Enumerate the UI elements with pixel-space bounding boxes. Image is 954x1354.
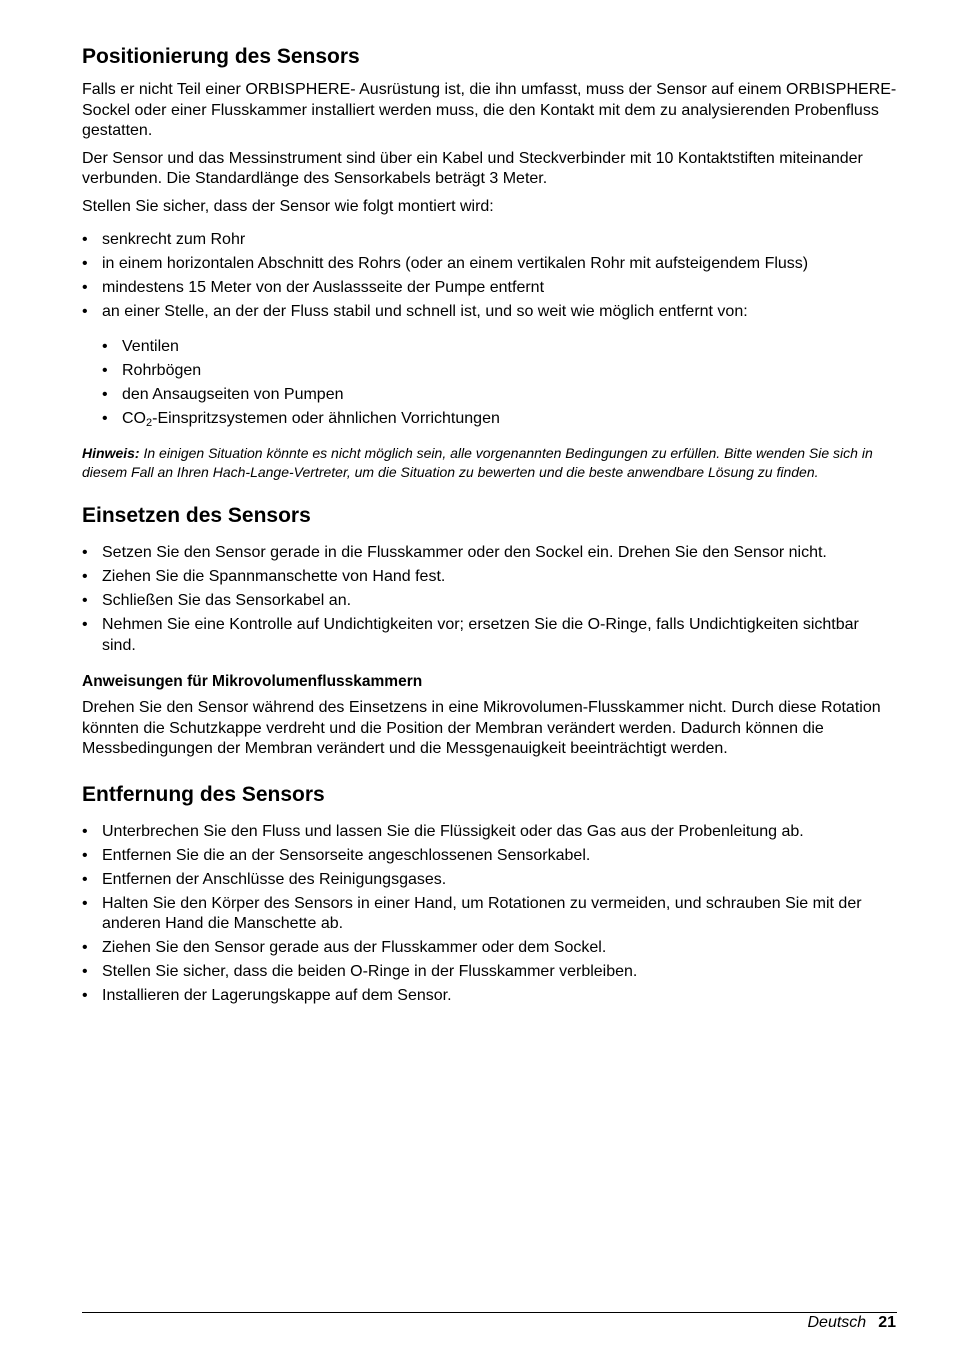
note-label: Hinweis: [82,445,140,461]
list-item: • mindestens 15 Meter von der Auslassseite der Pumpe entfernt [82,278,897,299]
list-item: • den Ansaugseiten von Pumpen [102,385,897,406]
section-title-positionierung: Positionierung des Sensors [82,45,360,68]
footer-language: Deutsch [807,1314,867,1331]
page-footer [808,1313,897,1333]
subheading-mikrovolumen: Anweisungen für Mikrovolumenflusskammern [82,673,423,690]
list-item: • senkrecht zum Rohr [82,230,897,251]
section-title-einsetzen: Einsetzen des Sensors [82,504,311,527]
list-item: • Setzen Sie den Sensor gerade in die Flusskammer oder den Sockel ein. Drehen Sie den Sensor nicht. [82,543,897,564]
list-item: • Rohrbögen [102,361,897,382]
footer-divider [82,1312,897,1313]
list-item: • an einer Stelle, an der der Fluss stabil und schnell ist, und so weit wie möglich entfernt von: [82,302,897,323]
list-item: • Ziehen Sie den Sensor gerade aus der Flusskammer oder dem Sockel. [82,938,897,959]
list-item: • Halten Sie den Körper des Sensors in einer Hand, um Rotationen zu vermeiden, und schrauben Sie mit der anderen Hand die Manschette ab. [82,894,897,935]
paragraph: Der Sensor und das Messinstrument sind über ein Kabel und Steckverbinder mit 10 Kontaktstiften miteinander verbunden. Die Standardlänge des Sensorkabels beträgt 3 Meter. [82,149,863,187]
list-item: • Schließen Sie das Sensorkabel an. [82,591,897,612]
paragraph: Stellen Sie sicher, dass der Sensor wie folgt montiert wird: [82,197,494,215]
list-item: • Nehmen Sie eine Kontrolle auf Undichtigkeiten vor; ersetzen Sie die O-Ringe, falls Undichtigkeiten sichtbar sind. [82,615,897,656]
list-item: • Ziehen Sie die Spannmanschette von Hand fest. [82,567,897,588]
section-title-entfernung: Entfernung des Sensors [82,782,325,806]
list-item: • Ventilen [102,337,897,358]
paragraph: Drehen Sie den Sensor während des Einsetzens in eine Mikrovolumen-Flusskammer nicht. Durch diese Rotation könnten die Schutzkappe verdreht und die Position der Membran verändert werden. Dadurch können die Messbedingungen der Membran verändert und die Messgenauigkeit beeinträchtigt werden. [82,699,881,757]
list-item: • Stellen Sie sicher, dass die beiden O-Ringe in der Flusskammer verbleiben. [82,962,897,983]
page-number: 21 [878,1314,896,1331]
paragraph: Falls er nicht Teil einer ORBISPHERE- Ausrüstung ist, die ihn umfasst, muss der Sensor auf einem ORBISPHERE-Sockel oder einer Flusskammer installiert werden muss, die den Kontakt mit dem zu analysierenden Probenfluss gestatten. [82,81,897,139]
list-item: • Installieren der Lagerungskappe auf dem Sensor. [82,986,897,1007]
avoid-locations-list [102,337,897,430]
list-item: • Entfernen der Anschlüsse des Reinigungsgases. [82,870,897,891]
co2-suffix: -Einspritzsystemen oder ähnlichen Vorrichtungen [152,409,500,427]
co2-subscript: 2 [146,416,153,429]
mounting-requirements-list [82,230,897,323]
note-text: In einigen Situation könnte es nicht möglich sein, alle vorgenannten Bedingungen zu erfüllen. Bitte wenden Sie sich in diesem Fall an Ihren Hach-Lange-Vertreter, um die Situation zu bewerten und die beste anwendbare Lösung zu finden. [82,445,873,480]
list-item: • in einem horizontalen Abschnitt des Rohrs (oder an einem vertikalen Rohr mit aufsteigendem Fluss) [82,254,897,275]
removal-steps-list [82,822,897,1007]
list-item: • Unterbrechen Sie den Fluss und lassen Sie die Flüssigkeit oder das Gas aus der Probenleitung ab. [82,822,897,843]
note [82,444,897,481]
insertion-steps-list [82,543,897,656]
list-item: • Entfernen Sie die an der Sensorseite angeschlossenen Sensorkabel. [82,846,897,867]
document-page [82,44,897,1010]
co2-prefix: CO [122,409,146,427]
list-item [102,409,897,430]
